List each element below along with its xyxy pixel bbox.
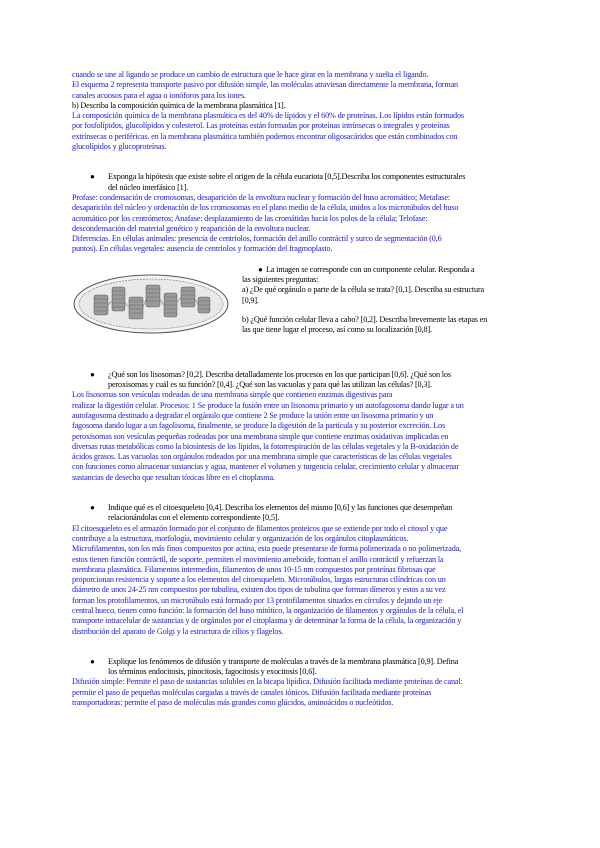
question-4 bbox=[72, 370, 527, 391]
text-line: La composición química de la membrana plasmática es del 40% de lípidos y el 60% de proteínas. Los lípidos están formados bbox=[72, 111, 464, 121]
text-line: Exponga la hipótesis que existe sobre el origen de la célula eucariota [0,5].Describa los componentes estructurales bbox=[108, 172, 466, 182]
text-line: Los lisosomas son vesículas rodeadas de una membrana simple que contienen enzimas digestivas para bbox=[72, 390, 393, 400]
text-line: diámetro de unos 24-25 nm compuestos por tubulina, existen dos tipos de tubulina que forman dímeros y estos a su vez bbox=[72, 585, 446, 595]
text-line: realizar la digestión celular. Procesos: 1 Se produce la fusión entre un lisosoma primario y un autofagosoma dando lugar a un bbox=[72, 400, 464, 410]
bullet-icon: ● bbox=[90, 656, 95, 666]
text-line: con funciones como almacenar sustancias y agua, mantener el volumen y turgencia celular, crecimiento celular y almacenar bbox=[72, 462, 460, 472]
question-b: b) Describa la composición química de la membrana plasmática [1]. bbox=[72, 100, 286, 110]
text-line: peroxisomas y cuál es su función? [0,4]. ¿Qué son las vacuolas y para qué las utilizan las células? [0,3]. bbox=[108, 380, 432, 390]
text-line: permite el paso de pequeñas moléculas cargadas a través de canales iónicos. Difusión facilitada mediante proteínas bbox=[72, 687, 432, 697]
text-line: acromático por los centrómeros; Anafase: desplazamiento de las cromátidas hacia los polos de la célula; Telofase: bbox=[72, 213, 428, 223]
question-3-intro bbox=[242, 265, 527, 275]
text-line: transporte intracelular de sustancias y de orgánulos por el citoplasma y de determinar la forma de la célula, la organización y bbox=[72, 616, 462, 626]
text-line: La imagen se corresponde con un componente celular. Responda a bbox=[266, 264, 475, 274]
text-line: del núcleo interfásico [1]. bbox=[108, 182, 189, 192]
figure-question-block bbox=[72, 265, 527, 370]
answer-b bbox=[72, 111, 527, 152]
text-line: extrínsecas o periféricas. en la membrana plasmática también podemos encontrar oligosacáridos que están combinados con bbox=[72, 131, 458, 141]
text-line: Indique qué es el citoesqueleto [0,4]. Describa los elementos del mismo [0,6] y las funciones que desempeñan bbox=[108, 503, 453, 513]
text-line: a) ¿De qué orgánulo o parte de la célula se trata? [0,1]. Describa su estructura bbox=[242, 285, 485, 295]
text-line: forman los protofilamentos, un microtúbulo está formado por 13 protofilamentos situados en círculos y dejando un eje bbox=[72, 595, 443, 605]
chloroplast-drawing-icon bbox=[72, 273, 230, 335]
text-line: puntos). En células vegetales: ausencia de centriolos y formación del fragmoplasto. bbox=[72, 244, 333, 254]
question-2 bbox=[72, 172, 527, 193]
text-line: sustancias de desecho que resultan tóxicas libre en el citoplasma. bbox=[72, 472, 275, 482]
answer-6 bbox=[72, 677, 527, 708]
text-line: ácidos grasos. Las vacuolas son orgánulos rodeados por una membrana simple que características de las células vegetales bbox=[72, 452, 452, 462]
text-line: descondensación del material genético y reaparición de la envoltura nuclear. bbox=[72, 223, 311, 233]
answer-2 bbox=[72, 193, 527, 255]
text-line: transportadoras: permite el paso de moléculas más grandes como glúcidos, aminoácidos o nucleótidos. bbox=[72, 698, 394, 708]
text-line: distribución del aparato de Golgi y la estructura de cilios y flagelos. bbox=[72, 626, 284, 636]
text-line: Explique los fenómenos de difusión y transporte de moléculas a través de la membrana plasmática [0,9]. Defina bbox=[108, 656, 459, 666]
document-page bbox=[72, 70, 527, 708]
text-line: los términos endocitosis, pinocitosis, fagocitosis y exocitosis [0,6]. bbox=[108, 667, 317, 677]
answer-4 bbox=[72, 390, 527, 483]
text-line: desaparición del núcleo y ordenación de los cromosomas en el plano medio de la célula, unidos a los microtúbulos del huso bbox=[72, 203, 459, 213]
text-line: Microfilamentos, son los más finos compuestos por actina, esta puede presentarse de forma polimerizada o no polimerizada, bbox=[72, 544, 462, 554]
text-line: Diferencias. En células animales: presencia de centriolos, formación del anillo contráctil y surco de segmentación (0,6 bbox=[72, 234, 442, 244]
text-line: relacionándolas con el elemento correspondiente [0,5]. bbox=[108, 513, 280, 523]
text-line: por fosfolípidos, glucolípidos y colesterol. Las proteínas están formadas por proteínas intrínsecas o integrales y proteínas bbox=[72, 121, 450, 131]
text-line: El esquema 2 representa transporte pasivo por difusión simple, las moléculas atraviesan directamente la membrana, forman bbox=[72, 80, 459, 90]
question-3 bbox=[242, 265, 527, 336]
text-line: estos tienen función contráctil, de soporte, permiten el movimiento ameboide, forman el anillo contráctil y refuerzan la bbox=[72, 554, 444, 564]
text-line: las que tiene lugar el proceso, así como su localización [0,8]. bbox=[242, 325, 432, 335]
bullet-icon: ● bbox=[90, 369, 95, 379]
text-line: fagosoma dando lugar a un fagolisoma, finalmente, se produce la digestión de la partícula y su posterior excreción. Los bbox=[72, 421, 445, 431]
text-line: central hueco, tienen como función: la formación del huso mitótico, la organización de filamentos y orgánulos de la célula, el bbox=[72, 605, 464, 615]
text-line: ¿Qué son los lisosomas? [0,2]. Describa detalladamente los procesos en los que participan [0,6]. ¿Qué son los bbox=[108, 369, 451, 379]
text-line: b) ¿Qué función celular lleva a cabo? [0,2]. Describa brevemente las etapas en bbox=[242, 314, 488, 324]
text-line: Difusión simple: Permite el paso de sustancias solubles en la bicapa lipídica. Difusión facilitada mediante proteínas de canal: bbox=[72, 677, 463, 687]
bullet-icon: ● bbox=[90, 172, 95, 182]
text-line: glucolípidos y glucoproteínas. bbox=[72, 142, 167, 152]
text-line: las siguientes preguntas: bbox=[242, 275, 319, 285]
bullet-icon: ● bbox=[258, 264, 263, 274]
text-line: Profase: condensación de cromosomas, desaparición de la envoltura nuclear y formación del huso acromático; Metafase: bbox=[72, 192, 450, 202]
text-line: membrana plasmática. Filamentos intermedios, filamentos de unos 10-15 nm compuestos por proteínas fibrosas que bbox=[72, 564, 436, 574]
answer-5 bbox=[72, 524, 527, 637]
text-line: [0,9]. bbox=[242, 295, 259, 305]
bullet-icon: ● bbox=[90, 503, 95, 513]
text-line: canales acuosos para el agua o ionóforos para los iones. bbox=[72, 90, 246, 100]
text-line: proporcionan resistencia y soporte a los elementos del citoesqueleto. Microtúbulos, largas estructuras cilíndricas con un bbox=[72, 575, 446, 585]
question-6 bbox=[72, 657, 527, 678]
text-line: diversas rutas metabólicas como la biosíntesis de los lípidos, la fotorrespiración de las células vegetales y la B-oxidación de bbox=[72, 441, 459, 451]
text-line: autofagosoma destinado a degradar el orgánulo que contiene 2 Se produce la unión entre un lisosoma primario y un bbox=[72, 410, 434, 420]
question-5 bbox=[72, 503, 527, 524]
answer-membrane-transport bbox=[72, 70, 527, 101]
text-line: El citoesqueleto es el armazón formado por el conjunto de filamentos proteicos que se extiende por todo el citosol y que bbox=[72, 523, 448, 533]
text-line: contribuye a la estructura, morfología, movimiento celular y organización de los orgánulos citoplasmáticos. bbox=[72, 533, 409, 543]
text-line: cuando se une al ligando se produce un cambio de estructura que le hace girar en la membrana y suelta el ligando. bbox=[72, 70, 429, 79]
text-line: peroxisomas son vesículas pequeñas rodeadas por una membrana simple que contiene enzimas oxidativas implicadas en bbox=[72, 431, 449, 441]
